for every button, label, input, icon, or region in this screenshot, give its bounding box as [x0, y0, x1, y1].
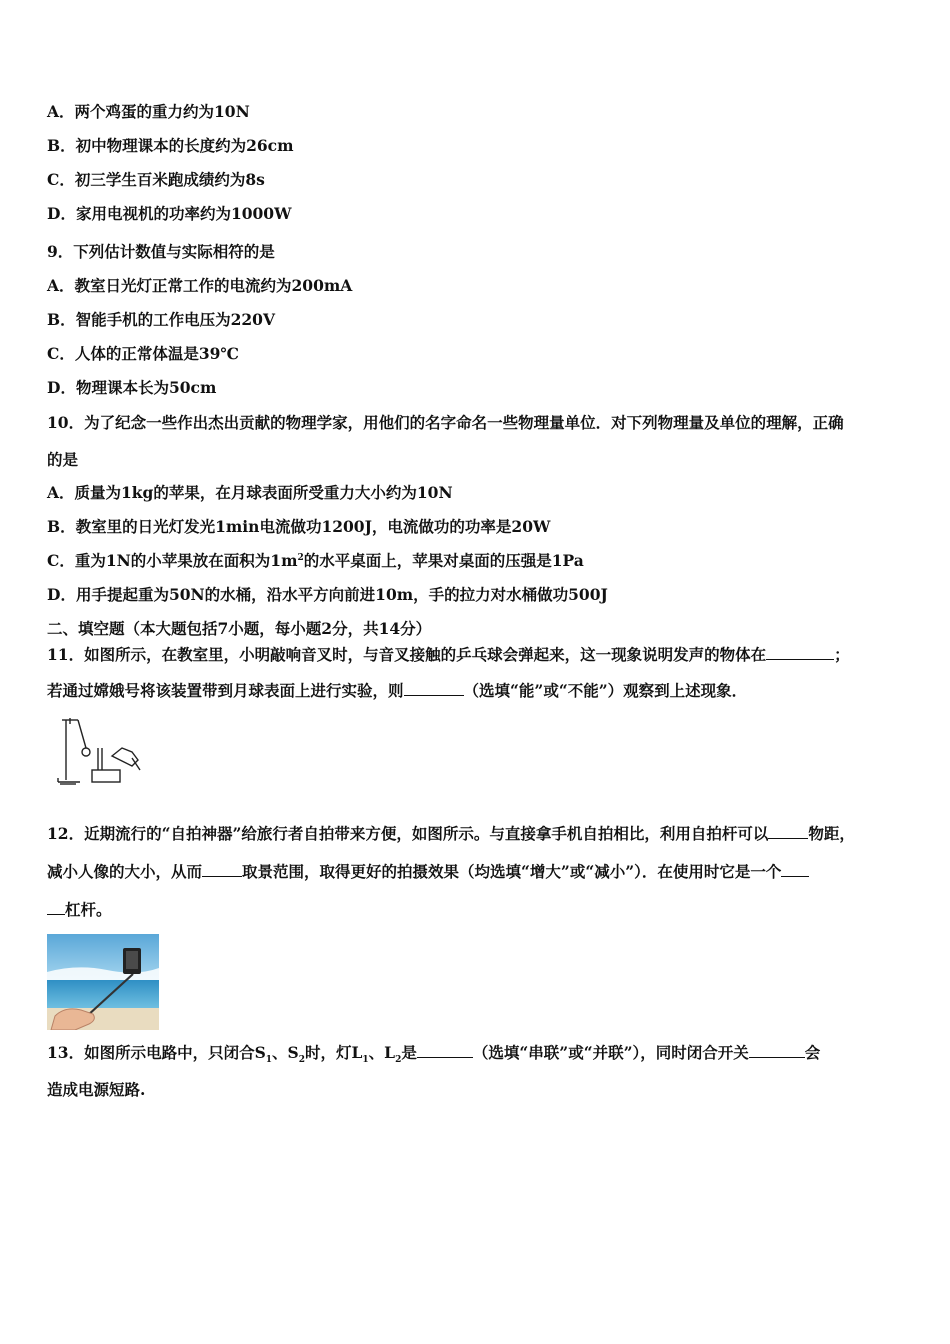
q12-line2-text: 减小人像的大小，从而	[47, 862, 203, 881]
section-2-heading: 二、填空题（本大题包括7小题，每小题2分，共14分）	[47, 619, 432, 638]
q9-option-d: D．物理课本长为50cm	[47, 378, 217, 397]
q8-option-b: B．初中物理课本的长度约为26cm	[47, 136, 294, 155]
q10-option-d: D．用手提起重为50N的水桶，沿水平方向前进10m，手的拉力对水桶做功500J	[47, 585, 608, 604]
q13-text-4: 、L	[368, 1043, 396, 1062]
q9-option-b: B．智能手机的工作电压为220V	[47, 310, 275, 329]
q12-blank-3a[interactable]	[781, 862, 809, 877]
q12-line1-end: 物距，	[808, 824, 855, 843]
ping-pong-ball	[82, 748, 90, 756]
q13-sub-l1: 1	[362, 1055, 369, 1066]
q13-text-7: 会	[804, 1043, 821, 1062]
q9-option-c: C．人体的正常体温是39℃	[47, 344, 239, 363]
q13-sub-l2: 2	[395, 1055, 402, 1066]
q10-option-c	[47, 550, 910, 572]
q10-option-c-part2: 的水平桌面上，苹果对桌面的压强是1Pa	[303, 551, 584, 570]
q9-option-a: A．教室日光灯正常工作的电流约为200mA	[47, 276, 353, 295]
q11-line1-text: 11．如图所示，在教室里，小明敲响音叉时，与音叉接触的乒乓球会弹起来，这一现象说明发声的物体在	[47, 645, 767, 664]
q11-blank-1[interactable]	[766, 645, 834, 660]
q12-line3	[47, 899, 910, 921]
q13-text-1: 13．如图所示电路中，只闭合S	[47, 1043, 266, 1062]
q13-text-5: 是	[401, 1043, 417, 1062]
q8-option-d: D．家用电视机的功率约为1000W	[47, 204, 292, 223]
q12-line2-middle: 取景范围，取得更好的拍摄效果（均选填“增大”或“减小”）．在使用时它是一个	[242, 862, 782, 881]
q13-sub-s1: 1	[265, 1055, 273, 1066]
q10-option-b: B．教室里的日光灯发光1min电流做功1200J，电流做功的功率是20W	[47, 517, 551, 536]
q8-option-a: A．两个鸡蛋的重力约为10N	[47, 102, 250, 121]
q13-sub-s2: 2	[298, 1055, 305, 1066]
hand-with-hammer	[112, 748, 138, 766]
q13-blank-2[interactable]	[749, 1043, 805, 1058]
q10-option-c-part1: C．重为1N的小苹果放在面积为1m	[47, 551, 298, 570]
q11-blank-2[interactable]	[404, 681, 464, 696]
q12-blank-2[interactable]	[202, 862, 242, 877]
q13-blank-1[interactable]	[417, 1043, 473, 1058]
q12-line1-text: 12．近期流行的“自拍神器”给旅行者自拍带来方便，如图所示。与直接拿手机自拍相比，利用自拍杆可以	[47, 824, 769, 843]
q13-line1	[47, 1042, 910, 1064]
q11-line2-text: 若通过嫦娥号将该装置带到月球表面上进行实验，则	[47, 681, 404, 700]
q12-line3-text: 杠杆。	[65, 900, 112, 919]
resonator-box	[92, 770, 120, 782]
q8-option-c: C．初三学生百米跑成绩约为8s	[47, 170, 265, 189]
tuning-fork-figure	[52, 712, 144, 790]
q12-line2	[47, 861, 910, 883]
q10-option-a: A．质量为1kg的苹果，在月球表面所受重力大小约为10N	[47, 483, 453, 502]
q11-line2	[47, 680, 910, 702]
q11-line1-end: ；	[834, 645, 850, 664]
q13-text-2: 、S	[272, 1043, 299, 1062]
q11-line2-end: （选填“能”或“不能”）观察到上述现象．	[463, 681, 748, 700]
q13-line2: 造成电源短路.	[47, 1080, 146, 1099]
q10-option-c-exponent: 2	[297, 552, 304, 563]
q10-stem-line2: 的是	[47, 450, 79, 469]
selfie-stick-photo	[47, 934, 159, 1030]
q12-blank-3b[interactable]	[47, 900, 65, 915]
q9-stem: 9．下列估计数值与实际相符的是	[47, 242, 275, 261]
q11-line1	[47, 644, 910, 666]
q13-text-3: 时，灯L	[305, 1043, 363, 1062]
q10-stem-line1: 10．为了纪念一些作出杰出贡献的物理学家，用他们的名字命名一些物理量单位．对下列物理量及单位的理解，正确	[47, 413, 844, 432]
q12-blank-1[interactable]	[768, 824, 808, 839]
q13-text-6: （选填“串联”或“并联”），同时闭合开关	[472, 1043, 749, 1062]
pendulum-string	[78, 720, 86, 748]
q12-line1	[47, 823, 910, 845]
